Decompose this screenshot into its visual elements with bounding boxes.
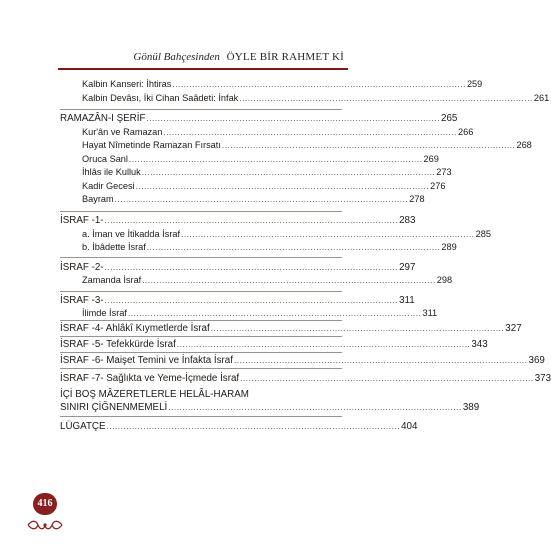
toc-entry-title: Oruca Sanl (82, 154, 128, 164)
running-header (60, 51, 344, 67)
toc-entry-title: İSRAF -7- Sağlıkta ve Yeme-İçmede İsraf (60, 373, 240, 384)
toc-entry-page: 285 (475, 229, 491, 239)
toc-entry (82, 139, 532, 152)
section-divider (60, 257, 342, 258)
toc-entry-page: 297 (399, 262, 416, 273)
toc-section (60, 214, 416, 227)
decorative-ornament-icon (26, 518, 64, 532)
toc-entry-page: 369 (528, 355, 545, 366)
toc-entry (82, 307, 438, 320)
toc-entry-page: 259 (466, 79, 483, 89)
section-divider (60, 109, 342, 110)
toc-entry-page: 389 (462, 402, 480, 413)
toc-entry-page: 266 (457, 127, 474, 137)
toc-leader: ........................................................................................................ (135, 182, 430, 191)
toc-entry-title: b. İbâdette İsraf (82, 242, 146, 252)
toc-leader: ........................................................................................................ (142, 276, 436, 285)
toc-entry (82, 78, 483, 91)
toc-entry (82, 193, 425, 206)
toc-entry (82, 180, 446, 193)
toc-section (60, 261, 416, 274)
toc-leader: ........................................................................................................ (240, 374, 534, 383)
toc-entry-page: 298 (436, 275, 453, 285)
toc-entry-page: 373 (534, 373, 551, 384)
toc-entry-title: İhlâs ile Kulluk (82, 167, 141, 177)
toc-entry-title: Kur'ân ve Ramazan (82, 127, 163, 137)
toc-entry-page: 276 (430, 181, 446, 191)
toc-section (60, 372, 551, 385)
toc-leader: ........................................................................................................ (172, 80, 466, 89)
toc-entry-page: 283 (399, 215, 416, 226)
toc-entry-title: İlimde İsraf (82, 308, 127, 318)
toc-entry-page: 343 (471, 339, 488, 350)
section-divider (60, 320, 342, 321)
toc-entry-title: RAMAZÂN-I ŞERİF (60, 113, 146, 124)
toc-section (60, 112, 458, 125)
toc-entry-title: Kadir Gecesi (82, 181, 135, 191)
toc-entry-title: Hayat Nîmetinde Ramazan Fırsatı (82, 140, 221, 150)
toc-leader: ........................................................................................................ (104, 216, 399, 225)
section-divider (60, 352, 342, 353)
header-title: ÖYLE BİR RAHMET Kİ (226, 51, 344, 63)
toc-leader: ........................................................................................................ (128, 155, 423, 164)
toc-entry-title: İSRAF -2- (60, 262, 104, 273)
toc-entry-page: 265 (441, 113, 458, 124)
toc-section (60, 322, 522, 335)
header-rule (58, 68, 348, 70)
toc-leader: ........................................................................................................ (127, 309, 422, 318)
toc-section (60, 420, 418, 433)
toc-entry (82, 241, 457, 254)
toc-section (60, 354, 545, 367)
toc-entry-page: 289 (441, 242, 457, 252)
toc-entry-title: Kalbin Kanseri: İhtiras (82, 79, 172, 89)
header-subtitle: Gönül Bahçesinden (133, 51, 220, 63)
toc-entry-page: 327 (505, 323, 522, 334)
toc-entry-page: 311 (422, 308, 438, 318)
toc-leader: ........................................................................................................ (104, 263, 399, 272)
toc-entry-title: İSRAF -6- Maişet Temini ve İnfakta İsraf (60, 355, 233, 366)
toc-section (60, 294, 415, 307)
toc-entry-page: 311 (399, 295, 415, 306)
toc-entry (82, 274, 453, 287)
toc-leader: ........................................................................................................ (114, 195, 409, 204)
toc-entry-page: 269 (423, 154, 439, 164)
toc-entry-title: SINIRI ÇİĞNENMEMELİ (60, 402, 168, 413)
section-divider (60, 211, 342, 212)
toc-entry-title: Bayram (82, 194, 114, 204)
toc-section-first-line: İÇİ BOŞ MÂZERETLERLE HELÂL-HARAM (60, 389, 249, 400)
toc-entry (82, 153, 439, 166)
toc-leader: ........................................................................................................ (221, 141, 516, 150)
toc-entry-page: 261 (533, 93, 550, 103)
toc-entry-page: 273 (436, 167, 452, 177)
toc-leader: ........................................................................................................ (141, 168, 436, 177)
section-divider (60, 416, 342, 417)
toc-entry-title: a. İman ve İtikadda İsraf (82, 229, 181, 239)
toc-leader: ........................................................................................................ (146, 114, 441, 123)
toc-entry (82, 166, 452, 179)
page-number-badge: 416 (33, 493, 57, 515)
toc-entry-page: 268 (516, 140, 532, 150)
toc-entry (82, 228, 491, 241)
toc-entry-title: İSRAF -3- (60, 295, 104, 306)
toc-leader: ........................................................................................................ (104, 296, 399, 305)
toc-leader: ........................................................................................................ (233, 356, 528, 365)
toc-leader: ........................................................................................................ (106, 422, 401, 431)
section-divider (60, 336, 342, 337)
toc-leader: ........................................................................................................ (146, 243, 441, 252)
toc-leader: ........................................................................................................ (168, 403, 462, 412)
toc-section (60, 338, 488, 351)
toc-entry-page: 278 (409, 194, 425, 204)
toc-entry-title: LÜGATÇE (60, 421, 106, 432)
toc-entry-title: Kalbin Devâsı, İki Cihan Saâdeti: İnfak (82, 93, 239, 103)
toc-leader: ........................................................................................................ (181, 230, 475, 239)
toc-entry-title: İSRAF -1- (60, 215, 104, 226)
toc-entry-title: Zamanda İsraf (82, 275, 142, 285)
toc-leader: ........................................................................................................ (163, 128, 457, 137)
section-divider (60, 368, 342, 369)
toc-leader: ........................................................................................................ (210, 324, 505, 333)
toc-entry-title: İSRAF -5- Tefekkürde İsraf (60, 339, 176, 350)
toc-entry (82, 126, 474, 139)
toc-leader: ........................................................................................................ (239, 94, 533, 103)
toc-entry (82, 92, 550, 105)
toc-section (60, 401, 480, 414)
section-divider (60, 291, 342, 292)
toc-leader: ........................................................................................................ (176, 340, 471, 349)
toc-entry-title: İSRAF -4- Ahlâkî Kıymetlerde İsraf (60, 323, 210, 334)
toc-entry-page: 404 (401, 421, 418, 432)
